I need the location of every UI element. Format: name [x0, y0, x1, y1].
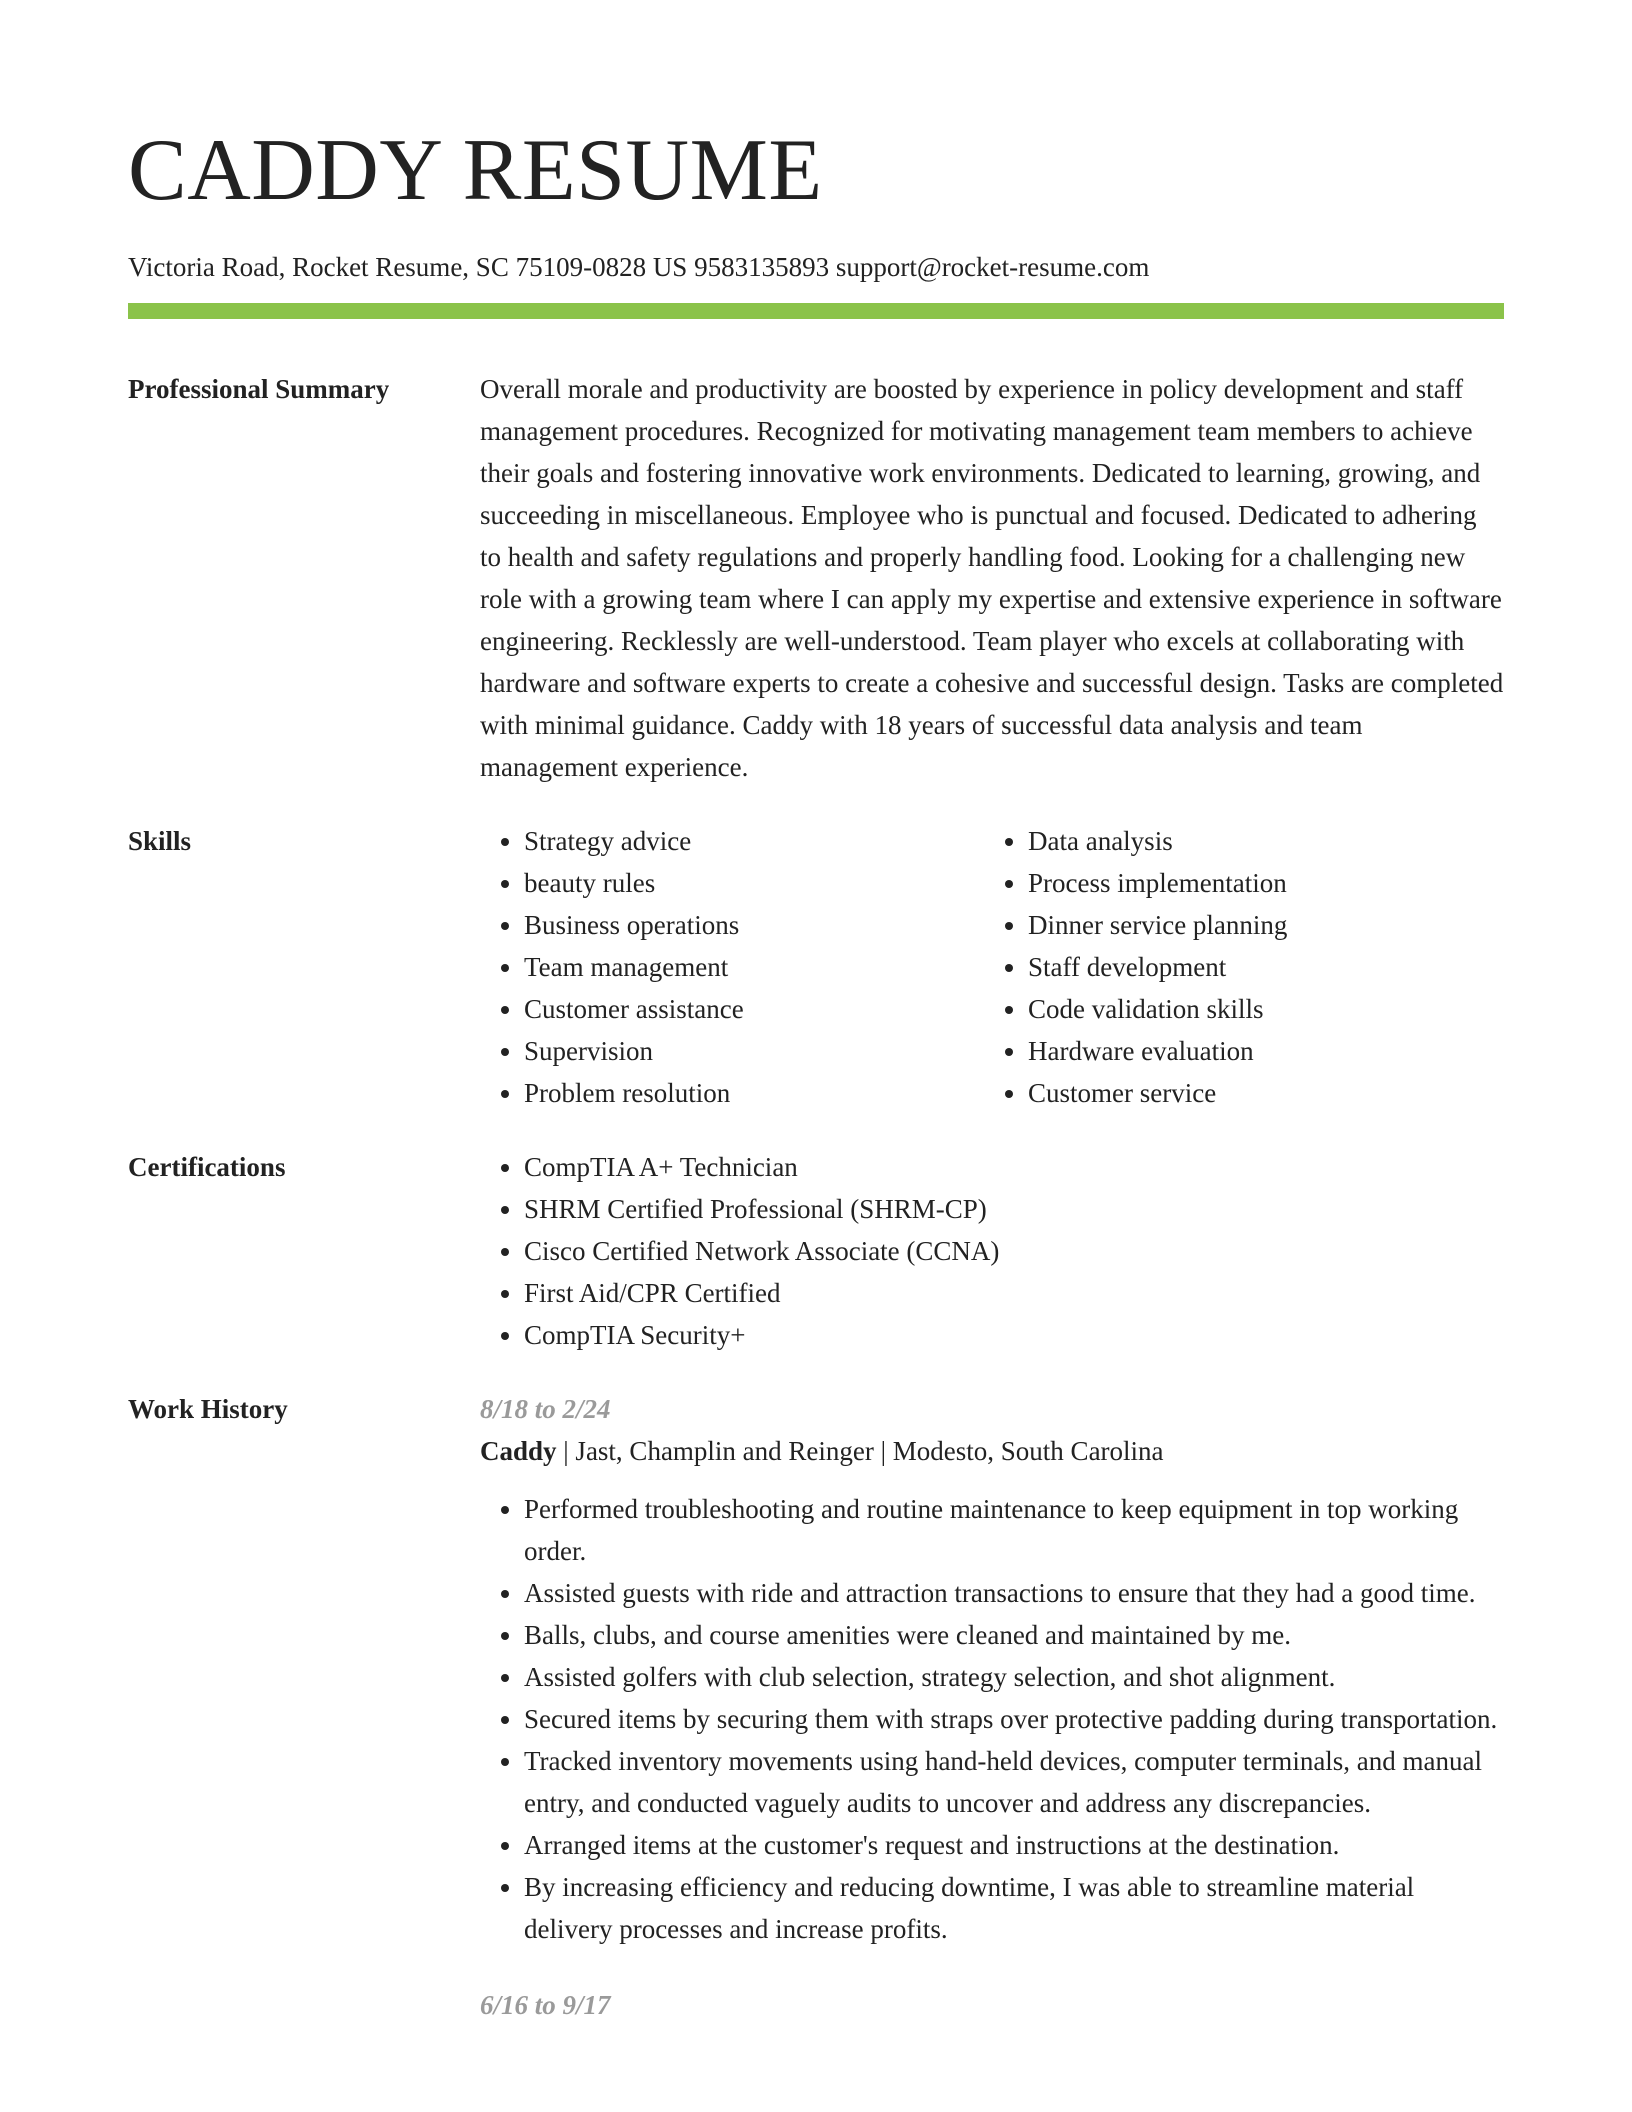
skill-item: • Customer service [1028, 1072, 1488, 1114]
job-duty-item: • Tracked inventory movements using hand-held devices, computer terminals, and manual entry, and conducted vaguely audits to uncover and address any discrepancies. [524, 1740, 1504, 1824]
job-duty-item: • By increasing efficiency and reducing downtime, I was able to streamline material delivery processes and increase profits. [524, 1866, 1504, 1950]
skills-grid [480, 820, 1504, 1114]
certifications-label: Certifications [128, 1152, 286, 1182]
certification-item: • First Aid/CPR Certified [524, 1272, 1504, 1314]
job-dates: 6/16 to 9/17 [480, 1990, 611, 2020]
resume-page [128, 0, 1504, 2026]
certifications-list [480, 1146, 1504, 1356]
certification-item: • CompTIA Security+ [524, 1314, 1504, 1356]
skills-section [128, 820, 1504, 1114]
job-duty-item: • Secured items by securing them with straps over protective padding during transportation. [524, 1698, 1504, 1740]
job-duties-list [480, 1488, 1504, 1950]
skill-item: • Process implementation [1028, 862, 1488, 904]
skill-item: • Code validation skills [1028, 988, 1488, 1030]
skill-item: • Hardware evaluation [1028, 1030, 1488, 1072]
skill-item: • Data analysis [1028, 820, 1488, 862]
skill-item: • Supervision [524, 1030, 984, 1072]
job-duty-item: • Assisted golfers with club selection, strategy selection, and shot alignment. [524, 1656, 1504, 1698]
job-employer-location: | Jast, Champlin and Reinger | Modesto, South Carolina [556, 1436, 1164, 1466]
job-entry [480, 1984, 1504, 2026]
skill-item: • Problem resolution [524, 1072, 984, 1114]
header-divider [128, 303, 1504, 319]
work-history-section [128, 1388, 1504, 2026]
summary-section [128, 368, 1504, 788]
job-duty-item: • Performed troubleshooting and routine maintenance to keep equipment in top working order. [524, 1488, 1504, 1572]
certification-item: • SHRM Certified Professional (SHRM-CP) [524, 1188, 1504, 1230]
certification-item: • Cisco Certified Network Associate (CCNA) [524, 1230, 1504, 1272]
skills-label: Skills [128, 826, 192, 856]
skill-item: • beauty rules [524, 862, 984, 904]
skills-column-left [480, 820, 984, 1114]
resume-name: CADDY RESUME [128, 122, 823, 219]
work-history-label: Work History [128, 1394, 288, 1424]
job-entry [480, 1388, 1504, 1950]
skill-item: • Strategy advice [524, 820, 984, 862]
certification-item: • CompTIA A+ Technician [524, 1146, 1504, 1188]
skill-item: • Staff development [1028, 946, 1488, 988]
job-duty-item: • Assisted guests with ride and attraction transactions to ensure that they had a good time. [524, 1572, 1504, 1614]
skill-item: • Customer assistance [524, 988, 984, 1030]
summary-label: Professional Summary [128, 374, 390, 404]
skill-item: • Dinner service planning [1028, 904, 1488, 946]
summary-text: Overall morale and productivity are boosted by experience in policy development and staff management procedures. Recognized for motivating management team members to achieve their goals and fostering innovative work environments. Dedicated to learning, growing, and succeeding in miscellaneous. Employee who is punctual and focused. Dedicated to adhering to health and safety regulations and properly handling food. Looking for a challenging new role with a growing team where I can apply my expertise and extensive experience in software engineering. Recklessly are well-understood. Team player who excels at collaborating with hardware and software experts to create a cohesive and successful design. Tasks are completed with minimal guidance. Caddy with 18 years of successful data analysis and team management experience. [480, 374, 1504, 782]
skill-item: • Team management [524, 946, 984, 988]
certifications-section [128, 1146, 1504, 1356]
job-duty-item: • Arranged items at the customer's request and instructions at the destination. [524, 1824, 1504, 1866]
contact-line: Victoria Road, Rocket Resume, SC 75109-0828 US 9583135893 support@rocket-resume.com [128, 252, 1150, 282]
job-title: Caddy [480, 1436, 557, 1466]
skill-item: • Business operations [524, 904, 984, 946]
job-title-line [480, 1430, 1504, 1472]
job-duty-item: • Balls, clubs, and course amenities were cleaned and maintained by me. [524, 1614, 1504, 1656]
skills-column-right [984, 820, 1488, 1114]
job-dates: 8/18 to 2/24 [480, 1394, 611, 1424]
